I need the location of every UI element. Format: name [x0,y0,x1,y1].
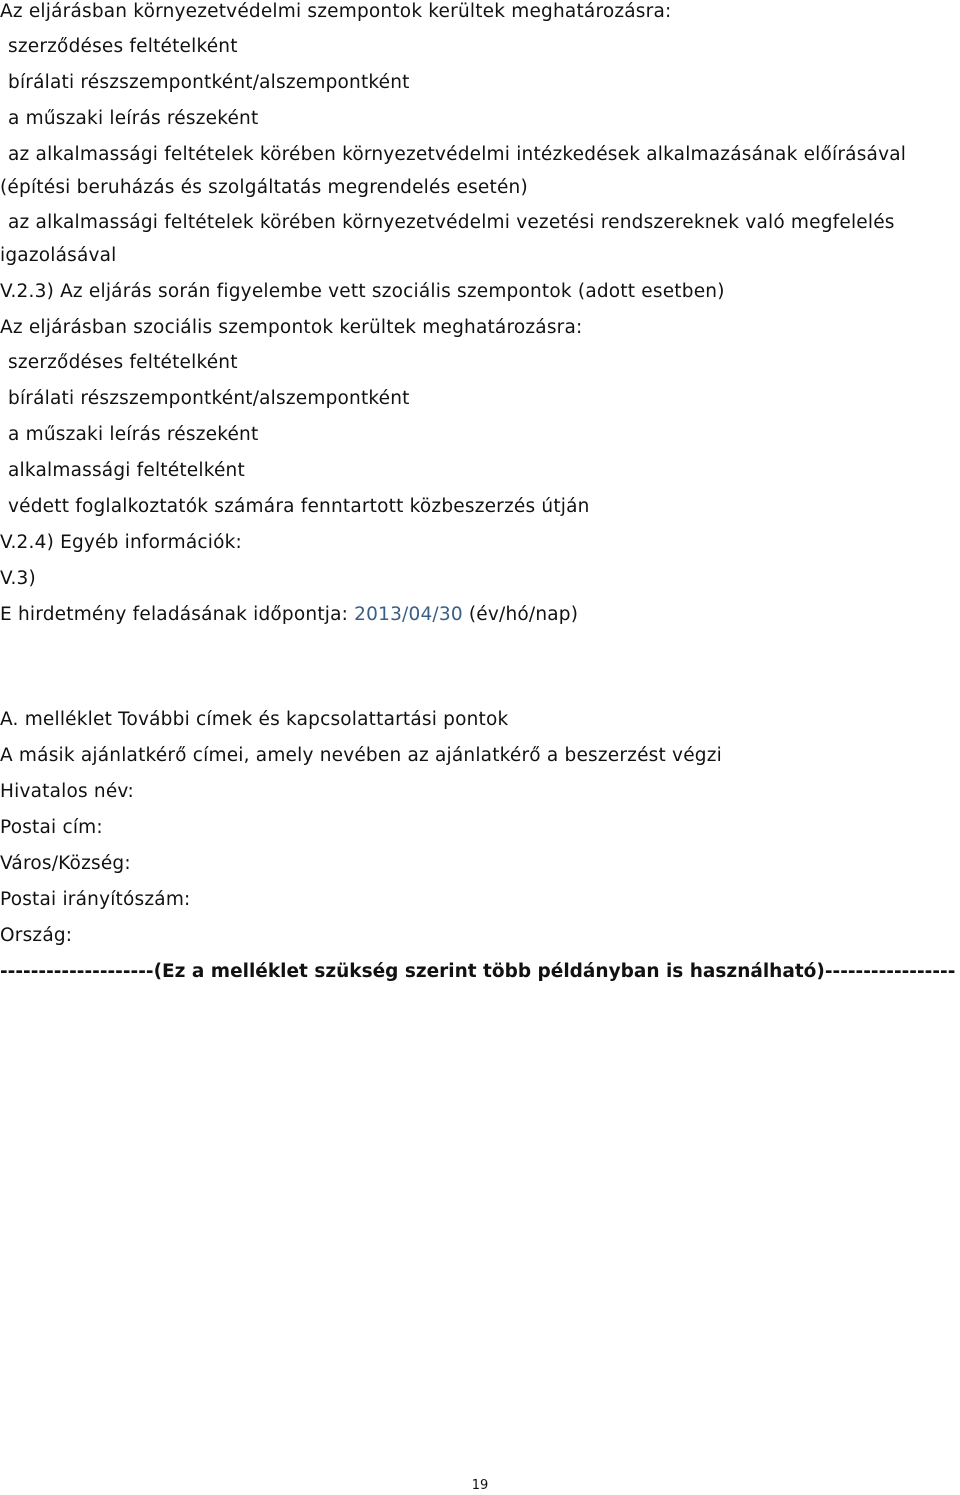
annex-subtitle: A másik ajánlatkérő címei, amely nevében az ajánlatkérő a beszerzést végzi [0,745,722,766]
annex-field-country: Ország: [0,925,73,946]
dispatch-date-line [0,603,578,627]
social-item-contract: szerződéses feltételként [8,352,238,373]
annex-field-postal-code: Postai irányítószám: [0,889,191,910]
annex-separator-note: --------------------(Ez a melléklet szükség szerint több példányban is használható)----------------- [0,961,956,982]
annex-field-official-name: Hivatalos név: [0,781,134,802]
section-v3: V.3) [0,568,36,589]
annex-field-town: Város/Község: [0,853,131,874]
social-item-suitability: alkalmassági feltételként [8,460,245,481]
page-number: 19 [471,1478,489,1493]
social-item-award: bírálati részszempontként/alszempontként [8,388,410,409]
env-item-tech-spec: a műszaki leírás részeként [8,108,259,129]
dispatch-date-format: (év/hó/nap) [462,604,579,625]
env-heading: Az eljárásban környezetvédelmi szempontok kerültek meghatározásra: [0,1,672,22]
dispatch-date: 2013/04/30 [354,604,463,625]
social-heading: Az eljárásban szociális szempontok kerültek meghatározásra: [0,317,583,338]
annex-title: A. melléklet További címek és kapcsolattartási pontok [0,709,509,730]
env-item-suitability-note: (építési beruházás és szolgáltatás megrendelés esetén) [0,177,528,198]
env-item-suitability-systems: az alkalmassági feltételek körében környezetvédelmi vezetési rendszereknek való megfelelés [8,212,895,233]
other-info-heading: V.2.4) Egyéb információk: [0,532,242,553]
dispatch-label: E hirdetmény feladásának időpontja: [0,604,355,625]
env-item-suitability-measures: az alkalmassági feltételek körében környezetvédelmi intézkedések alkalmazásának előírásával [8,144,907,165]
social-item-tech-spec: a műszaki leírás részeként [8,424,259,445]
env-item-suitability-systems-cont: igazolásával [0,245,117,266]
env-item-contract: szerződéses feltételként [8,36,238,57]
social-item-sheltered: védett foglalkoztatók számára fenntartott közbeszerzés útján [8,496,590,517]
env-item-award: bírálati részszempontként/alszempontként [8,72,410,93]
social-section-title: V.2.3) Az eljárás során figyelembe vett szociális szempontok (adott esetben) [0,281,725,302]
annex-field-postal-address: Postai cím: [0,817,103,838]
